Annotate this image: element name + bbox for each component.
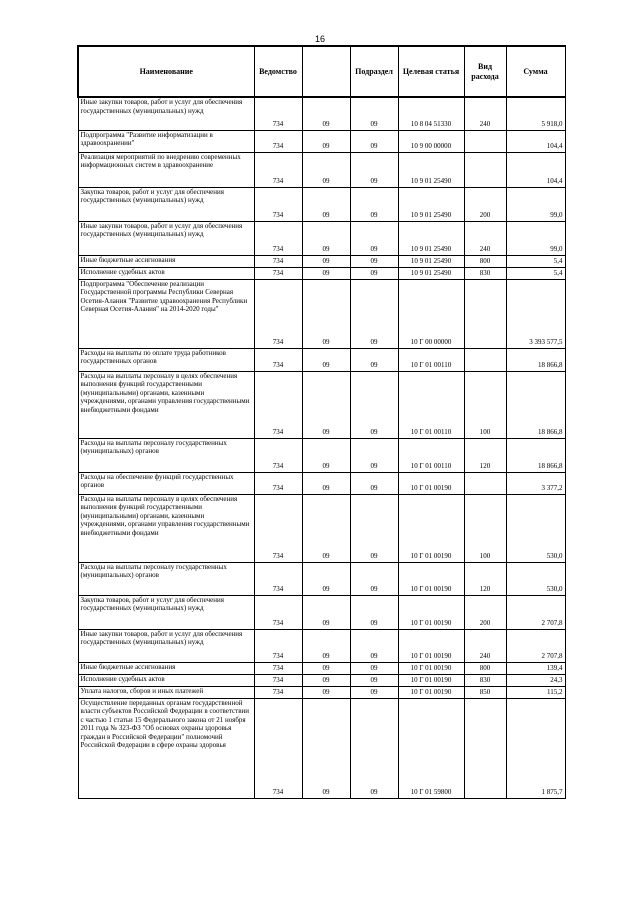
table-row [78,187,565,221]
row-department: 734 [254,187,302,221]
table-row [78,97,565,130]
row-name: Закупка товаров, работ и услуг для обеспечения государственных (муниципальных) нужд [78,187,254,221]
row-name: Подпрограмма "Обеспечение реализации Государственной программы Республики Северная Осетия-Алания "Развитие здравоохранения Республики Северная Осетия-Алания" на 2014-2020 годы" [78,279,254,348]
table-row [78,494,565,562]
row-department: 734 [254,130,302,152]
row-expense-type: 120 [464,438,506,472]
row-subsection: 09 [350,348,398,371]
row-expense-type: 240 [464,97,506,130]
row-section: 09 [302,152,350,187]
row-target: 10 Г 01 00110 [398,348,464,371]
row-section: 09 [302,472,350,494]
row-expense-type: 200 [464,187,506,221]
row-amount: 99,0 [506,187,565,221]
header-amount: Сумма [506,46,565,97]
header-department: Ведомство [254,46,302,97]
row-name: Исполнение судебных актов [78,674,254,686]
row-expense-type: 800 [464,662,506,674]
row-subsection: 09 [350,152,398,187]
table-row [78,221,565,255]
row-target: 10 Г 01 00190 [398,494,464,562]
row-target: 10 Г 01 00110 [398,371,464,438]
row-subsection: 09 [350,371,398,438]
row-department: 734 [254,152,302,187]
table-row [78,438,565,472]
table-row [78,348,565,371]
row-amount: 115,2 [506,686,565,698]
row-target: 10 Г 01 00110 [398,438,464,472]
table-row [78,371,565,438]
row-name: Исполнение судебных актов [78,267,254,279]
row-subsection: 09 [350,221,398,255]
row-name: Расходы на обеспечение функций государственных органов [78,472,254,494]
row-target: 10 9 01 25490 [398,255,464,267]
row-subsection: 09 [350,279,398,348]
row-amount: 530,0 [506,562,565,595]
row-name: Закупка товаров, работ и услуг для обеспечения государственных (муниципальных) нужд [78,595,254,629]
row-department: 734 [254,629,302,662]
row-name: Расходы на выплаты персоналу государственных (муниципальных) органов [78,562,254,595]
row-department: 734 [254,267,302,279]
row-expense-type: 240 [464,221,506,255]
row-amount: 5,4 [506,267,565,279]
row-section: 09 [302,629,350,662]
row-amount: 18 866,8 [506,371,565,438]
row-department: 734 [254,674,302,686]
header-name: Наименование [78,46,254,97]
table-row [78,629,565,662]
row-subsection: 09 [350,255,398,267]
row-expense-type [464,472,506,494]
row-expense-type: 100 [464,494,506,562]
row-department: 734 [254,255,302,267]
row-department: 734 [254,279,302,348]
table-row [78,674,565,686]
row-department: 734 [254,472,302,494]
row-target: 10 Г 01 59800 [398,698,464,798]
row-section: 09 [302,348,350,371]
row-name: Осуществление переданных органам государственной власти субъектов Российской Федерации в соответствии с частью 1 статьи 15 Федерального закона от 21 ноября 2011 года № 323-ФЗ "Об основах охраны здоровья граждан в Российской Федерации" полномочий Российской Федерации в сфере охраны здоровья [78,698,254,798]
row-section: 09 [302,130,350,152]
table-row [78,662,565,674]
row-section: 09 [302,255,350,267]
row-target: 10 9 00 00000 [398,130,464,152]
row-amount: 5 918,0 [506,97,565,130]
row-amount: 3 393 577,5 [506,279,565,348]
budget-table [77,45,566,799]
row-target: 10 8 04 51330 [398,97,464,130]
header-subsection: Подраздел [350,46,398,97]
table-row [78,686,565,698]
row-target: 10 Г 01 00190 [398,629,464,662]
table-row [78,130,565,152]
row-section: 09 [302,267,350,279]
row-target: 10 Г 01 00190 [398,595,464,629]
row-name: Иные бюджетные ассигнования [78,255,254,267]
row-expense-type [464,279,506,348]
row-section: 09 [302,674,350,686]
row-amount: 1 875,7 [506,698,565,798]
row-subsection: 09 [350,674,398,686]
row-amount: 5,4 [506,255,565,267]
row-section: 09 [302,494,350,562]
row-section: 09 [302,97,350,130]
row-section: 09 [302,662,350,674]
row-expense-type [464,698,506,798]
row-amount: 18 866,8 [506,438,565,472]
row-department: 734 [254,494,302,562]
row-name: Иные закупки товаров, работ и услуг для обеспечения государственных (муниципальных) нужд [78,221,254,255]
row-amount: 18 866,8 [506,348,565,371]
row-target: 10 9 01 25490 [398,187,464,221]
row-section: 09 [302,438,350,472]
row-subsection: 09 [350,187,398,221]
row-department: 734 [254,97,302,130]
row-amount: 2 707,8 [506,629,565,662]
row-expense-type [464,152,506,187]
header-section [302,46,350,97]
row-amount: 99,0 [506,221,565,255]
row-amount: 139,4 [506,662,565,674]
row-subsection: 09 [350,562,398,595]
row-section: 09 [302,686,350,698]
row-target: 10 9 01 25490 [398,267,464,279]
row-target: 10 Г 01 00190 [398,686,464,698]
row-name: Расходы на выплаты персоналу в целях обеспечения выполнения функций государственными (муниципальными) органами, казенными учреждениями, органами управления государственными внебюджетными фондами [78,494,254,562]
row-subsection: 09 [350,472,398,494]
row-subsection: 09 [350,267,398,279]
row-section: 09 [302,371,350,438]
row-section: 09 [302,221,350,255]
row-amount: 3 377,2 [506,472,565,494]
row-department: 734 [254,348,302,371]
row-section: 09 [302,562,350,595]
row-name: Уплата налогов, сборов и иных платежей [78,686,254,698]
row-subsection: 09 [350,686,398,698]
row-expense-type [464,130,506,152]
row-name: Иные закупки товаров, работ и услуг для обеспечения государственных (муниципальных) нужд [78,97,254,130]
row-name: Расходы на выплаты персоналу государственных (муниципальных) органов [78,438,254,472]
row-expense-type: 830 [464,674,506,686]
row-subsection: 09 [350,595,398,629]
row-department: 734 [254,698,302,798]
row-expense-type: 850 [464,686,506,698]
row-subsection: 09 [350,494,398,562]
row-department: 734 [254,438,302,472]
row-subsection: 09 [350,629,398,662]
row-amount: 104,4 [506,130,565,152]
row-expense-type: 200 [464,595,506,629]
row-section: 09 [302,698,350,798]
row-target: 10 Г 01 00190 [398,562,464,595]
row-expense-type: 800 [464,255,506,267]
table-row [78,698,565,798]
row-amount: 2 707,8 [506,595,565,629]
header-target: Целевая статья [398,46,464,97]
row-amount: 104,4 [506,152,565,187]
row-amount: 24,3 [506,674,565,686]
row-department: 734 [254,595,302,629]
row-subsection: 09 [350,662,398,674]
row-amount: 530,0 [506,494,565,562]
table-row [78,152,565,187]
table-row [78,267,565,279]
row-target: 10 Г 01 00190 [398,472,464,494]
page-number: 16 [314,34,325,44]
row-section: 09 [302,187,350,221]
row-department: 734 [254,562,302,595]
row-target: 10 Г 01 00190 [398,674,464,686]
row-subsection: 09 [350,97,398,130]
row-name: Расходы на выплаты по оплате труда работников государственных органов [78,348,254,371]
row-name: Подпрограмма "Развитие информатизации в здравоохранении" [78,130,254,152]
row-department: 734 [254,662,302,674]
row-target: 10 Г 01 00190 [398,662,464,674]
row-department: 734 [254,686,302,698]
table-row [78,472,565,494]
row-department: 734 [254,371,302,438]
header-expense-type: Вид расхода [464,46,506,97]
table-body [78,97,565,798]
row-target: 10 Г 00 00000 [398,279,464,348]
row-subsection: 09 [350,698,398,798]
row-expense-type: 100 [464,371,506,438]
table-row [78,279,565,348]
row-name: Реализация мероприятий по внедрению современных информационных систем в здравоохранение [78,152,254,187]
table-row [78,255,565,267]
table-header-row [78,46,565,97]
row-section: 09 [302,595,350,629]
row-section: 09 [302,279,350,348]
row-target: 10 9 01 25490 [398,152,464,187]
table-row [78,562,565,595]
row-expense-type [464,348,506,371]
row-name: Иные бюджетные ассигнования [78,662,254,674]
row-subsection: 09 [350,130,398,152]
table-row [78,595,565,629]
row-name: Иные закупки товаров, работ и услуг для обеспечения государственных (муниципальных) нужд [78,629,254,662]
row-expense-type: 830 [464,267,506,279]
row-subsection: 09 [350,438,398,472]
row-expense-type: 120 [464,562,506,595]
row-expense-type: 240 [464,629,506,662]
row-name: Расходы на выплаты персоналу в целях обеспечения выполнения функций государственными (муниципальными) органами, казенными учреждениями, органами управления государственными внебюджетными фондами [78,371,254,438]
row-target: 10 9 01 25490 [398,221,464,255]
row-department: 734 [254,221,302,255]
